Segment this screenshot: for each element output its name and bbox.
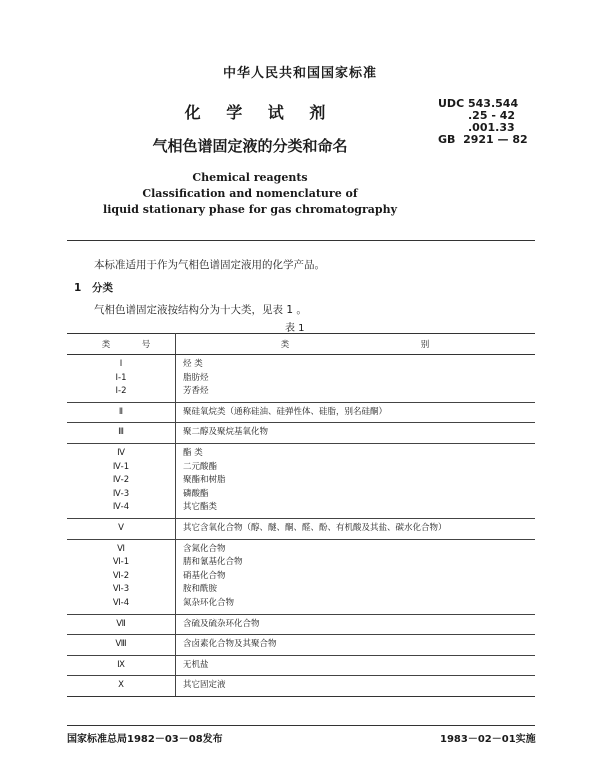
code: Ⅸ bbox=[117, 659, 125, 670]
title-en-line-2: Classification and nomenclature of bbox=[142, 187, 358, 200]
section-1-text: 气相色谱固定液按结构分为十大类，见表 1 。 bbox=[94, 304, 307, 316]
document-title-en bbox=[0, 170, 500, 218]
name-cell bbox=[176, 635, 536, 656]
code: Ⅳ bbox=[117, 447, 125, 458]
class-name: 芳香烃 bbox=[183, 386, 209, 397]
table-row bbox=[67, 614, 535, 635]
name-cell bbox=[176, 539, 536, 614]
code: Ⅱ bbox=[118, 406, 124, 417]
table-caption: 表 1 bbox=[285, 323, 305, 334]
class-name: 胺和酰胺 bbox=[183, 584, 218, 595]
code: Ⅷ bbox=[115, 639, 127, 650]
code: Ⅳ-2 bbox=[112, 475, 130, 486]
classification-table bbox=[67, 333, 535, 697]
code: Ⅹ bbox=[118, 680, 124, 691]
header-code-a: 类 bbox=[101, 340, 111, 350]
name-cell bbox=[176, 655, 536, 676]
header-code-b: 号 bbox=[141, 340, 151, 350]
table-row bbox=[67, 518, 535, 539]
code: Ⅶ bbox=[116, 618, 126, 629]
name-cell bbox=[176, 614, 536, 635]
table-row bbox=[67, 655, 535, 676]
class-name: 含卤素化合物及其聚合物 bbox=[183, 639, 277, 650]
code-cell bbox=[67, 355, 176, 403]
table-row bbox=[67, 355, 535, 403]
code: Ⅵ-3 bbox=[112, 584, 130, 595]
class-name: 酯 类 bbox=[183, 447, 203, 458]
name-cell bbox=[176, 676, 536, 697]
code: Ⅲ bbox=[118, 427, 124, 438]
class-name: 脂肪烃 bbox=[183, 372, 209, 383]
udc-line-3: .001.33 bbox=[468, 121, 515, 134]
header-name bbox=[176, 334, 536, 355]
class-name: 硝基化合物 bbox=[183, 570, 226, 581]
name-cell bbox=[176, 518, 536, 539]
table-header-row bbox=[67, 334, 535, 355]
class-name: 含氮化合物 bbox=[183, 543, 226, 554]
code: Ⅰ-2 bbox=[115, 386, 127, 397]
code-cell bbox=[67, 402, 176, 423]
code-cell bbox=[67, 635, 176, 656]
table-row bbox=[67, 402, 535, 423]
code: Ⅳ-3 bbox=[112, 488, 130, 499]
class-name: 烃 类 bbox=[183, 359, 203, 369]
code: Ⅵ-1 bbox=[112, 557, 130, 568]
table-row bbox=[67, 443, 535, 518]
document-title-cn: 化 学 试 剂 bbox=[184, 103, 336, 122]
class-name: 含硫及硫杂环化合物 bbox=[183, 618, 260, 629]
gb-number bbox=[438, 133, 528, 146]
header-name-b: 别 bbox=[420, 340, 430, 350]
name-cell bbox=[176, 423, 536, 444]
table-row bbox=[67, 423, 535, 444]
header-name-a: 类 bbox=[280, 340, 290, 350]
code: Ⅳ-4 bbox=[112, 502, 130, 513]
name-cell bbox=[176, 355, 536, 403]
issue-date: 国家标准总局1982－03－08发布 bbox=[67, 734, 223, 745]
code-cell bbox=[67, 423, 176, 444]
udc-label: UDC bbox=[438, 97, 465, 110]
header-code bbox=[67, 334, 176, 355]
code-cell bbox=[67, 614, 176, 635]
class-name: 其它固定液 bbox=[183, 680, 226, 691]
document-subtitle-cn: 气相色谱固定液的分类和命名 bbox=[152, 137, 348, 155]
class-name: 无机盐 bbox=[183, 659, 209, 670]
code: Ⅵ-4 bbox=[112, 597, 130, 608]
class-name: 磷酸酯 bbox=[183, 488, 209, 499]
code: Ⅰ bbox=[119, 359, 123, 369]
udc-line-1: 543.544 bbox=[468, 97, 519, 110]
code: Ⅰ-1 bbox=[115, 372, 127, 383]
class-name: 聚酯和树脂 bbox=[183, 475, 226, 486]
class-name: 其它含氧化合物（醇、醚、酮、醛、酚、有机酸及其盐、碳水化合物） bbox=[183, 522, 447, 533]
title-en-line-3: liquid stationary phase for gas chromatography bbox=[103, 203, 397, 216]
table-row bbox=[67, 635, 535, 656]
gb-label: GB bbox=[438, 133, 456, 146]
code-cell bbox=[67, 676, 176, 697]
table-row bbox=[67, 676, 535, 697]
footer-separator bbox=[67, 725, 535, 726]
code: Ⅳ-1 bbox=[112, 461, 130, 472]
effective-date: 1983－02－01实施 bbox=[440, 734, 536, 745]
gb-value: 2921 — 82 bbox=[463, 133, 528, 146]
class-name: 腈和氰基化合物 bbox=[183, 557, 243, 568]
udc-line-2: .25 - 42 bbox=[468, 109, 516, 122]
code: Ⅵ-2 bbox=[112, 570, 130, 581]
code-cell bbox=[67, 443, 176, 518]
class-name: 聚硅氧烷类（通称硅油、硅弹性体、硅脂，别名硅酮） bbox=[183, 406, 388, 417]
table-row bbox=[67, 539, 535, 614]
section-1-number: 1 bbox=[74, 282, 82, 294]
code-cell bbox=[67, 655, 176, 676]
class-name: 其它酯类 bbox=[183, 502, 218, 513]
name-cell bbox=[176, 443, 536, 518]
standard-header: 中华人民共和国国家标准 bbox=[222, 66, 377, 81]
code: Ⅴ bbox=[118, 522, 124, 533]
udc-block bbox=[438, 98, 518, 134]
title-en-line-1: Chemical reagents bbox=[192, 171, 308, 184]
intro-paragraph: 本标准适用于作为气相色谱固定液用的化学产品。 bbox=[94, 259, 325, 271]
class-name: 二元酸酯 bbox=[183, 461, 218, 472]
section-1-heading bbox=[74, 280, 113, 295]
section-1-title: 分类 bbox=[92, 282, 113, 294]
code: Ⅵ bbox=[117, 543, 125, 554]
code-cell bbox=[67, 539, 176, 614]
code-cell bbox=[67, 518, 176, 539]
name-cell bbox=[176, 402, 536, 423]
class-name: 聚二醇及聚烷基氧化物 bbox=[183, 427, 269, 438]
class-name: 氮杂环化合物 bbox=[183, 597, 235, 608]
header-separator bbox=[67, 240, 535, 241]
